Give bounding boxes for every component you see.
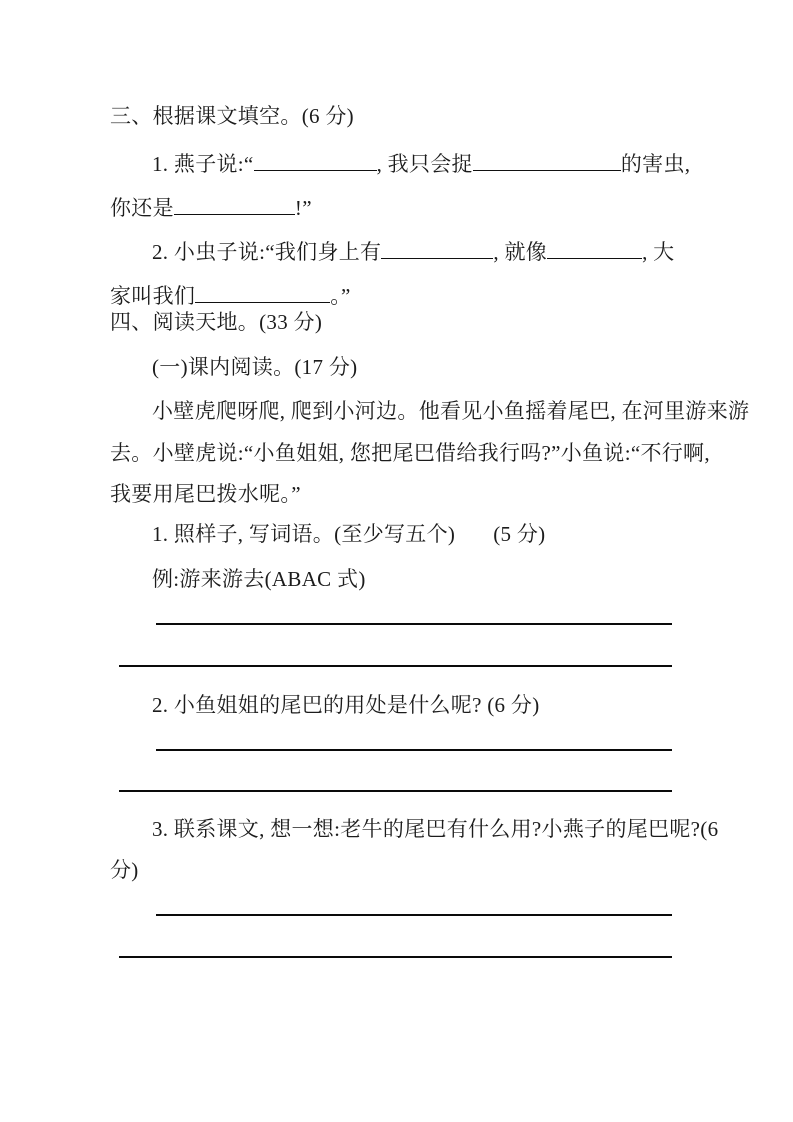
q2-text-b: , 就像	[493, 240, 548, 264]
answer-line	[119, 956, 672, 958]
passage-line-3	[110, 482, 301, 506]
passage-text-1: 小壁虎爬呀爬, 爬到小河边。他看见小鱼摇着尾巴, 在河里游来游	[152, 399, 750, 423]
q1-text-b: , 我只会捉	[376, 152, 473, 176]
passage-line-2	[110, 441, 710, 465]
q1-fill-line-1	[152, 152, 690, 176]
fill-in-blank	[254, 167, 377, 171]
reading-q1-example-text: 例:游来游去(ABAC 式)	[152, 567, 366, 591]
section-three-heading	[110, 104, 354, 128]
reading-q1-points: (5 分)	[493, 522, 546, 546]
answer-line	[119, 665, 672, 667]
reading-subheading	[152, 355, 357, 379]
answer-line	[156, 914, 672, 916]
reading-subheading-text: (一)课内阅读。(17 分)	[152, 355, 358, 379]
fill-in-blank	[174, 211, 295, 215]
fill-in-blank	[381, 255, 493, 259]
q2-text-d: 家叫我们	[110, 284, 196, 308]
passage-text-3: 我要用尾巴拨水呢。”	[110, 482, 301, 506]
section-four-heading-text: 四、阅读天地。(33 分)	[110, 310, 323, 334]
reading-q1-label	[152, 522, 545, 546]
passage-text-2: 去。小壁虎说:“小鱼姐姐, 您把尾巴借给我行吗?”小鱼说:“不行啊,	[110, 441, 710, 465]
q1-text-a: 1. 燕子说:“	[152, 152, 254, 176]
q2-text-c: , 大	[642, 240, 675, 264]
reading-q2-text: 2. 小鱼姐姐的尾巴的用处是什么呢? (6 分)	[152, 693, 540, 717]
fill-in-blank	[547, 255, 642, 259]
q2-text-a: 2. 小虫子说:“我们身上有	[152, 240, 382, 264]
reading-q3-text-2: 分)	[110, 858, 139, 882]
q1-text-c: 的害虫,	[620, 152, 691, 176]
q1-text-d: 你还是	[110, 196, 174, 220]
q1-text-e: !”	[294, 196, 312, 220]
section-three-heading-text: 三、根据课文填空。(6 分)	[110, 104, 354, 128]
q1-fill-line-2	[110, 196, 312, 220]
fill-in-blank	[473, 167, 621, 171]
answer-line	[119, 790, 672, 792]
q2-text-e: 。”	[330, 284, 351, 308]
q2-fill-line-1	[152, 240, 674, 264]
answer-line	[156, 623, 672, 625]
reading-q1-example	[152, 567, 366, 591]
reading-q3-text-1: 3. 联系课文, 想一想:老牛的尾巴有什么用?小燕子的尾巴呢?(6	[152, 817, 719, 841]
q2-fill-line-2	[110, 284, 351, 308]
reading-q2-label	[152, 693, 540, 717]
reading-q3-label-line-2	[110, 858, 139, 882]
fill-in-blank	[195, 299, 330, 303]
section-four-heading	[110, 310, 322, 334]
reading-q1-text: 1. 照样子, 写词语。(至少写五个)	[152, 522, 456, 546]
answer-line	[156, 749, 672, 751]
passage-line-1	[152, 399, 749, 423]
reading-q3-label-line-1	[152, 817, 718, 841]
